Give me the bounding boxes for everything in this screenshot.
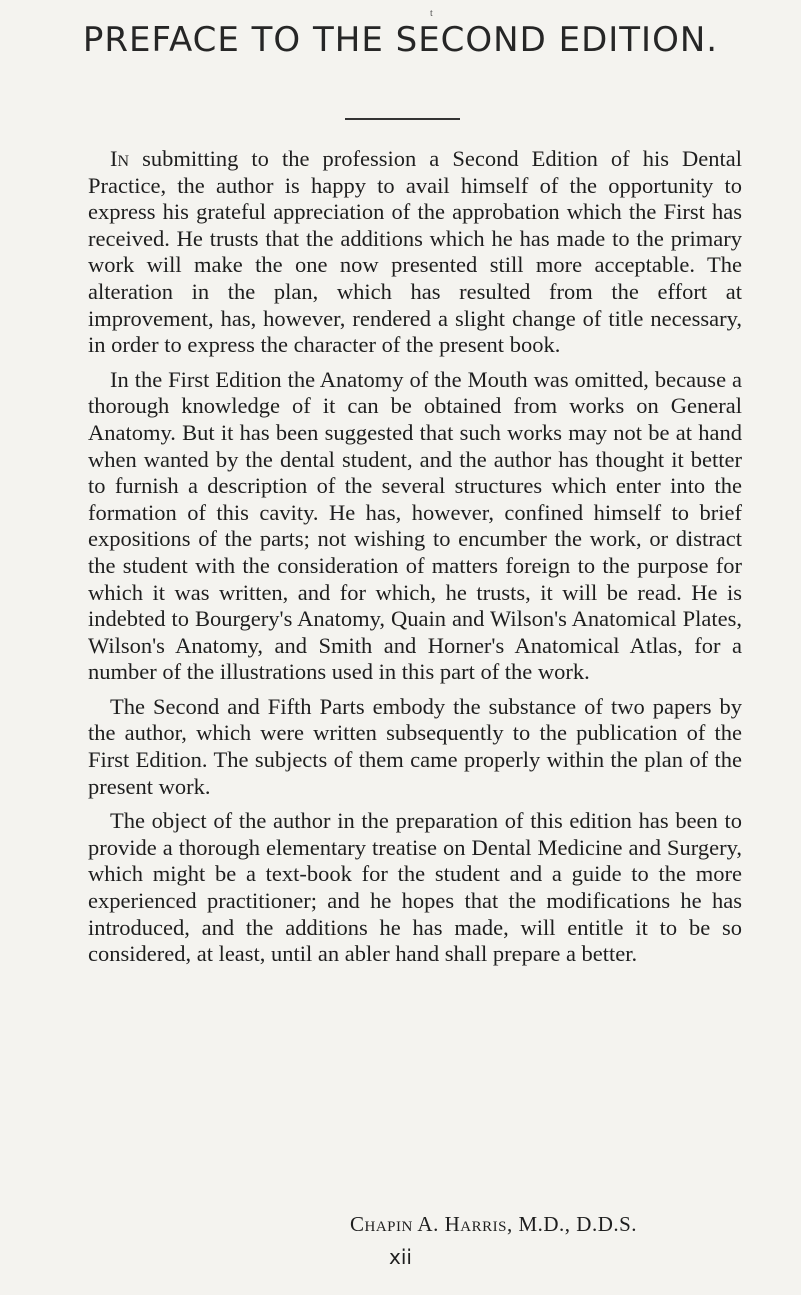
paragraph-2 — [88, 367, 742, 686]
paragraph-1 — [88, 146, 742, 359]
margin-mark: t — [430, 8, 433, 19]
paragraph-text: In the First Edition the Anatomy of the Mouth was omitted, because a thorough knowledge of it can be obtained from works on General Anatomy. But it has been suggested that such works may not be at hand when wanted by the dental student, and the author has thought it better to furnish a description of the several structures which enter into the formation of this cavity. He has, however, confined himself to brief expositions of the parts; not wishing to encumber the work, or distract the student with the consideration of matters foreign to the purpose for which it was written, and for which, he trusts, it will be read. He is indebted to Bourgery's Anatomy, Quain and Wilson's Anatomical Plates, Wilson's Anatomy, and Smith and Horner's Anatomical Atlas, for a number of the illustrations used in this part of the work. — [88, 366, 742, 685]
paragraph-text: submitting to the profession a Second Edition of his Dental Practice, the author is happy to avail himself of the opportunity to express his grateful appreciation of the approbation which the First has received. He trusts that the additions which he has made to the primary work will make the one now presented still more acceptable. The alteration in the plan, which has resulted from the effort at improvement, has, however, rendered a slight change of title necessary, in order to express the character of the present book. — [88, 146, 742, 358]
author-signature: Chapin A. Harris, M.D., D.D.S. — [350, 1212, 638, 1236]
page-title: PREFACE TO THE SECOND EDITION. — [82, 20, 719, 60]
paragraph-3 — [88, 694, 742, 800]
paragraph-4 — [88, 808, 742, 968]
paragraph-text: The object of the author in the preparation of this edition has been to provide a thorough elementary treatise on Dental Medicine and Surgery, which might be a text-book for the student and a guide to the more experienced practitioner; and he hopes that the modifications he has introduced, and the additions he has made, will entitle it to be so considered, at least, until an abler hand shall prepare a better. — [88, 808, 742, 967]
paragraph-lead: In — [110, 146, 130, 171]
page-number: xii — [389, 1245, 412, 1269]
paragraph-text: The Second and Fifth Parts embody the substance of two papers by the author, which were written subsequently to the publication of the First Edition. The subjects of them came properly within the plan of the present work. — [88, 693, 742, 799]
title-rule — [345, 118, 460, 120]
preface-body — [88, 146, 742, 976]
